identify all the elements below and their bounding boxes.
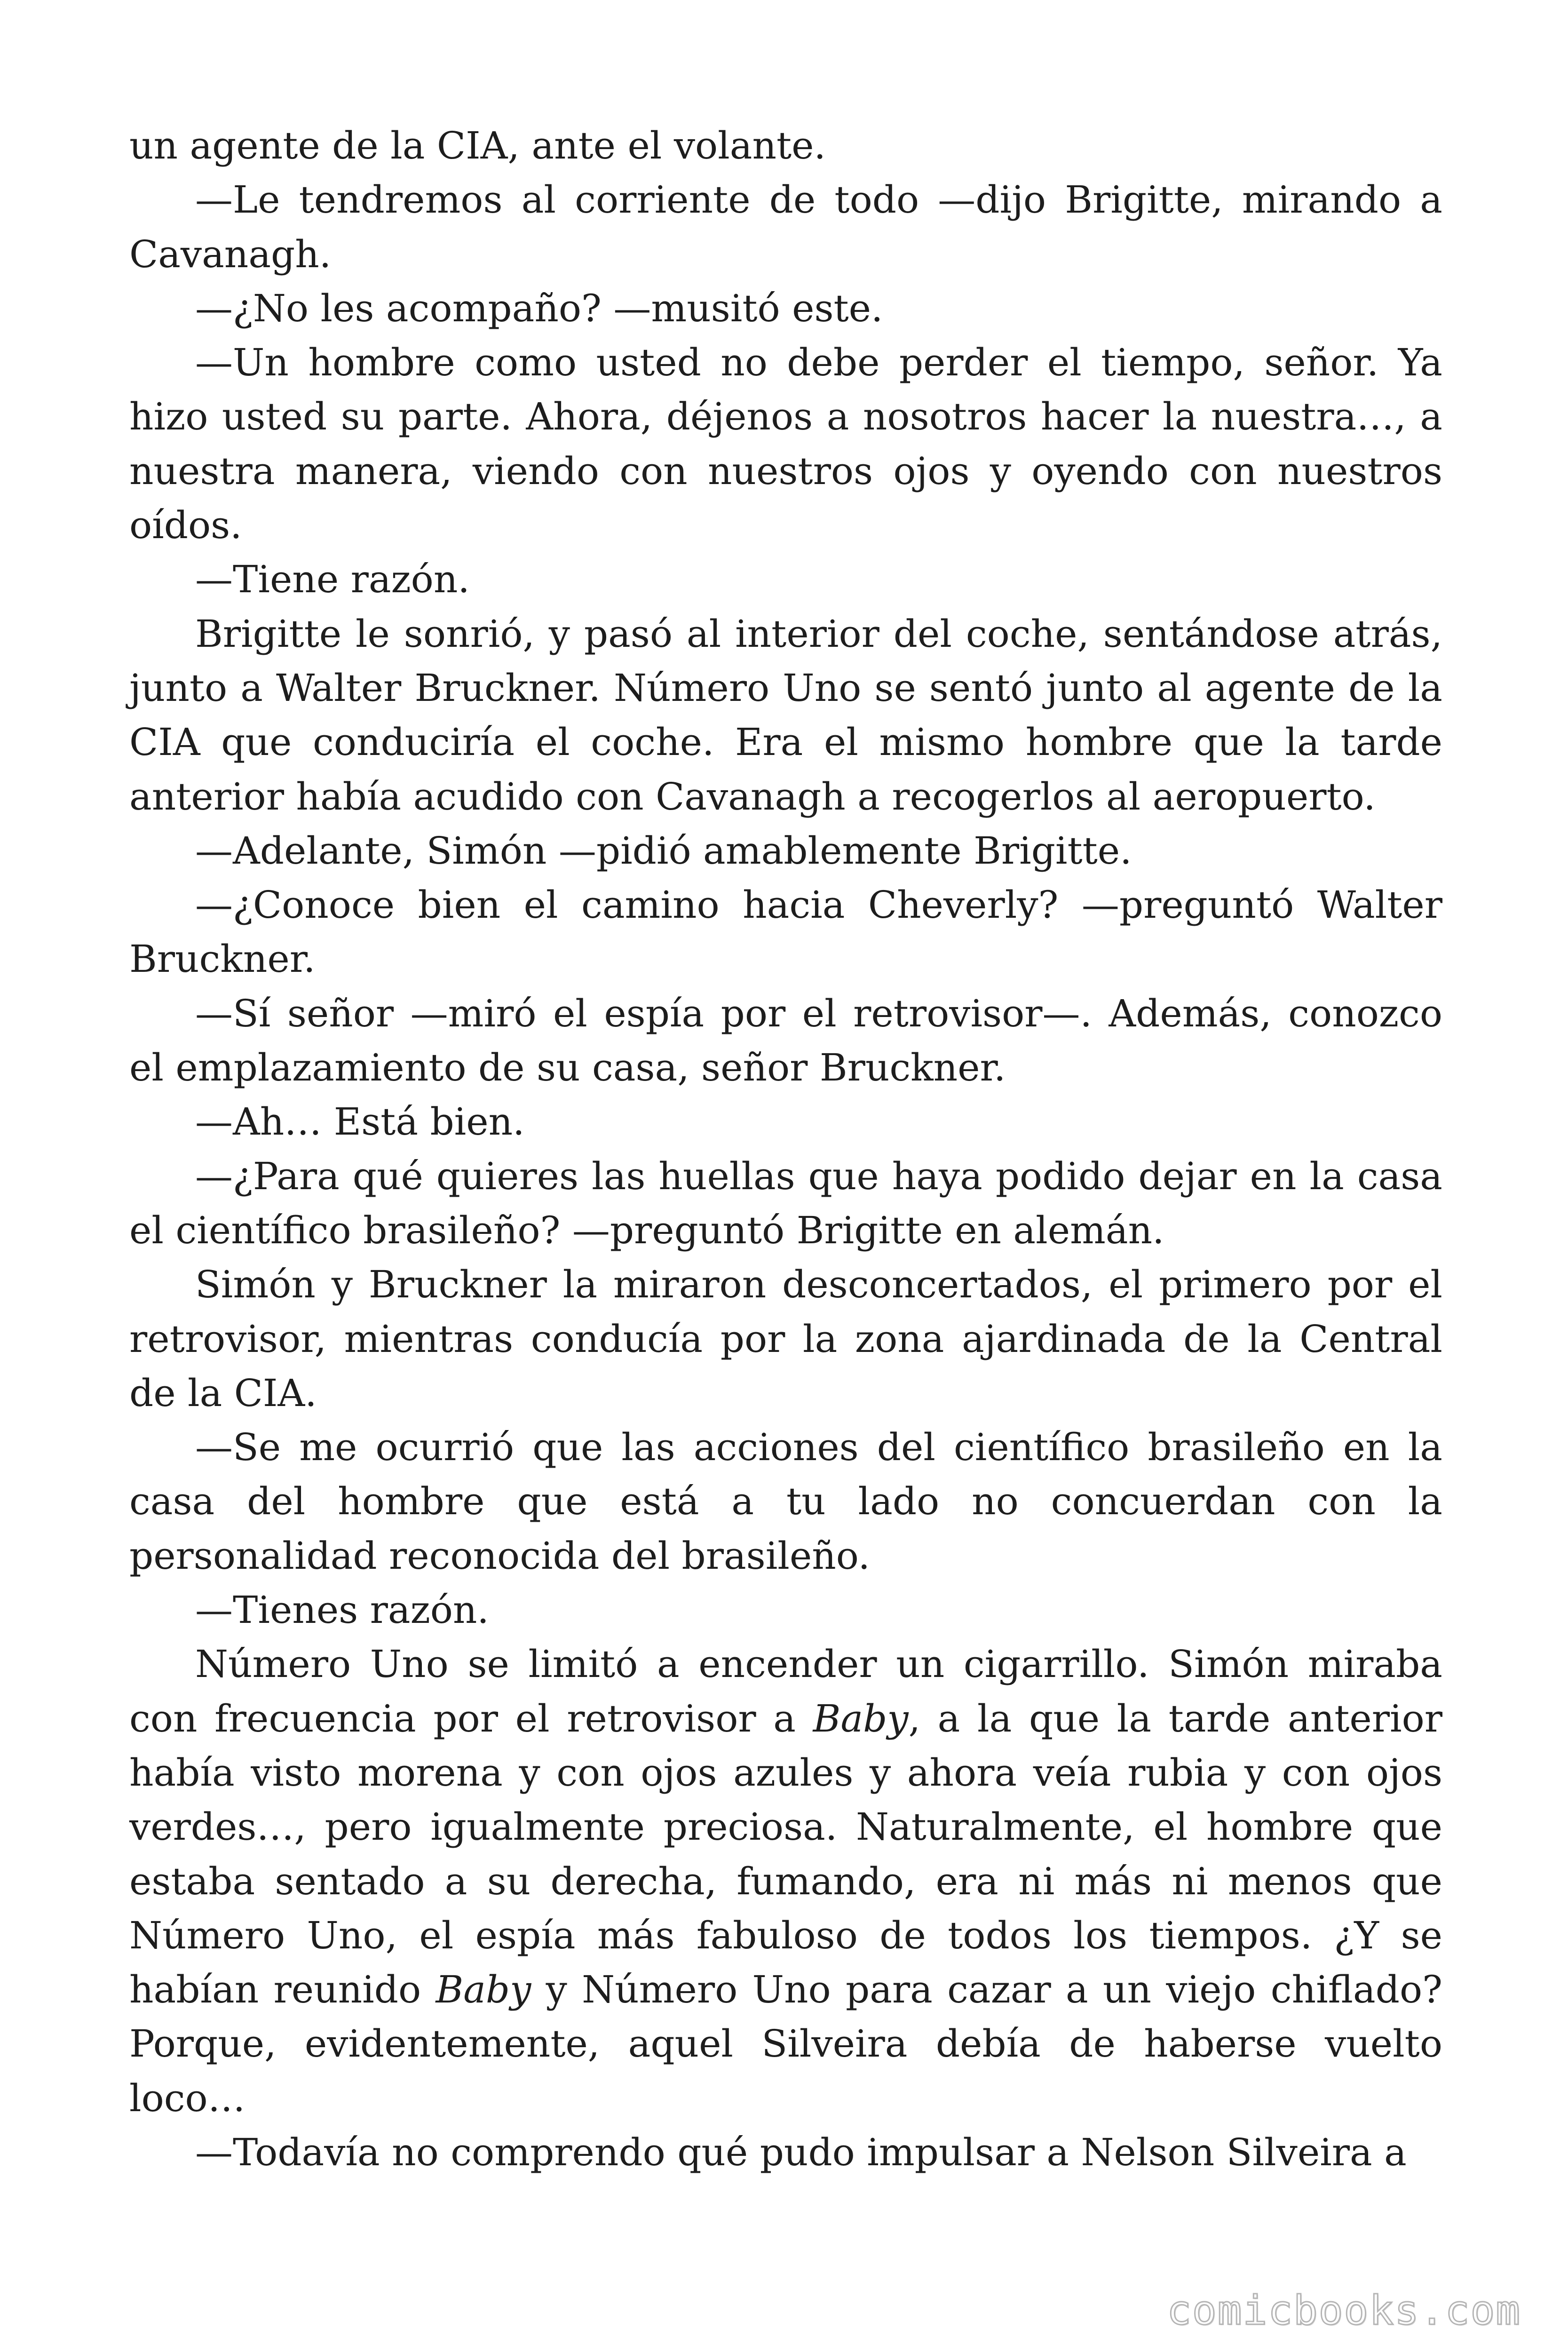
- paragraph: [129, 2125, 1442, 2179]
- paragraph: [129, 878, 1442, 986]
- text-run: —Sí señor —miró el espía por el retrovisor—. Además, conozco el emplazamiento de su casa, señor Bruckner.: [129, 991, 1442, 1090]
- paragraph: [129, 1583, 1442, 1637]
- paragraph: [129, 607, 1442, 824]
- text-run: —¿No les acompaño? —musitó este.: [195, 286, 883, 330]
- paragraph: [129, 824, 1442, 878]
- text-run: —¿Conoce bien el camino hacia Cheverly? —preguntó Walter Bruckner.: [129, 883, 1442, 981]
- text-run: un agente de la CIA, ante el volante.: [129, 124, 826, 167]
- paragraph: [129, 335, 1442, 552]
- text-run: Brigitte le sonrió, y pasó al interior del coche, sentándose atrás, junto a Walter Bruckner. Número Uno se sentó junto al agente de la CIA que conduciría el coche. Era el mismo hombre que la tarde anterior había acudido con Cavanagh a recogerlos al aeropuerto.: [129, 612, 1442, 818]
- paragraph: [129, 173, 1442, 281]
- paragraph: [129, 552, 1442, 606]
- italic-text: Baby: [813, 1696, 909, 1740]
- text-run: —Le tendremos al corriente de todo —dijo Brigitte, mirando a Cavanagh.: [129, 178, 1442, 276]
- text-run: —Adelante, Simón —pidió amablemente Brigitte.: [195, 828, 1132, 873]
- text-run: —Tiene razón.: [195, 557, 470, 602]
- text-run: —Tienes razón.: [195, 1588, 489, 1632]
- text-run: Simón y Bruckner la miraron desconcertados, el primero por el retrovisor, mientras conducía por la zona ajardinada de la Central de la CIA.: [129, 1263, 1442, 1415]
- text-run: —Se me ocurrió que las acciones del científico brasileño en la casa del hombre que está a tu lado no concuerdan con la personalidad reconocida del brasileño.: [129, 1425, 1442, 1578]
- paragraph: [129, 1149, 1442, 1258]
- body-text: [129, 119, 1442, 2179]
- text-run: —¿Para qué quieres las huellas que haya podido dejar en la casa el científico brasileño? —preguntó Brigitte en alemán.: [129, 1154, 1442, 1252]
- text-run: —Todavía no comprendo qué pudo impulsar a Nelson Silveira a: [195, 2130, 1407, 2174]
- paragraph: [129, 1637, 1442, 2125]
- paragraph: [129, 119, 1442, 173]
- paragraph: [129, 986, 1442, 1095]
- text-run: y Número Uno para cazar a un viejo chiflado? Porque, evidentemente, aquel Silveira debía de haberse vuelto loco…: [129, 1968, 1442, 2120]
- text-run: Número Uno se limitó a encender un cigarrillo. Simón miraba con frecuencia por el retrovisor a: [129, 1642, 1442, 1740]
- watermark: comicbooks.com: [1167, 2287, 1521, 2334]
- paragraph: [129, 1095, 1442, 1149]
- text-run: —Ah… Está bien.: [195, 1100, 525, 1144]
- paragraph: [129, 1257, 1442, 1420]
- paragraph: [129, 281, 1442, 335]
- text-run: , a la que la tarde anterior había visto morena y con ojos azules y ahora veía rubia y con ojos verdes…, pero igualmente preciosa. Naturalmente, el hombre que estaba sentado a su derecha, fumando, era ni más ni menos que Número Uno, el espía más fabuloso de todos los tiempos. ¿Y se habían reunido: [129, 1696, 1442, 2012]
- italic-text: Baby: [436, 1968, 531, 2012]
- text-run: —Un hombre como usted no debe perder el tiempo, señor. Ya hizo usted su parte. Ahora, déjenos a nosotros hacer la nuestra…, a nuestra manera, viendo con nuestros ojos y oyendo con nuestros oídos.: [129, 341, 1442, 548]
- paragraph: [129, 1420, 1442, 1583]
